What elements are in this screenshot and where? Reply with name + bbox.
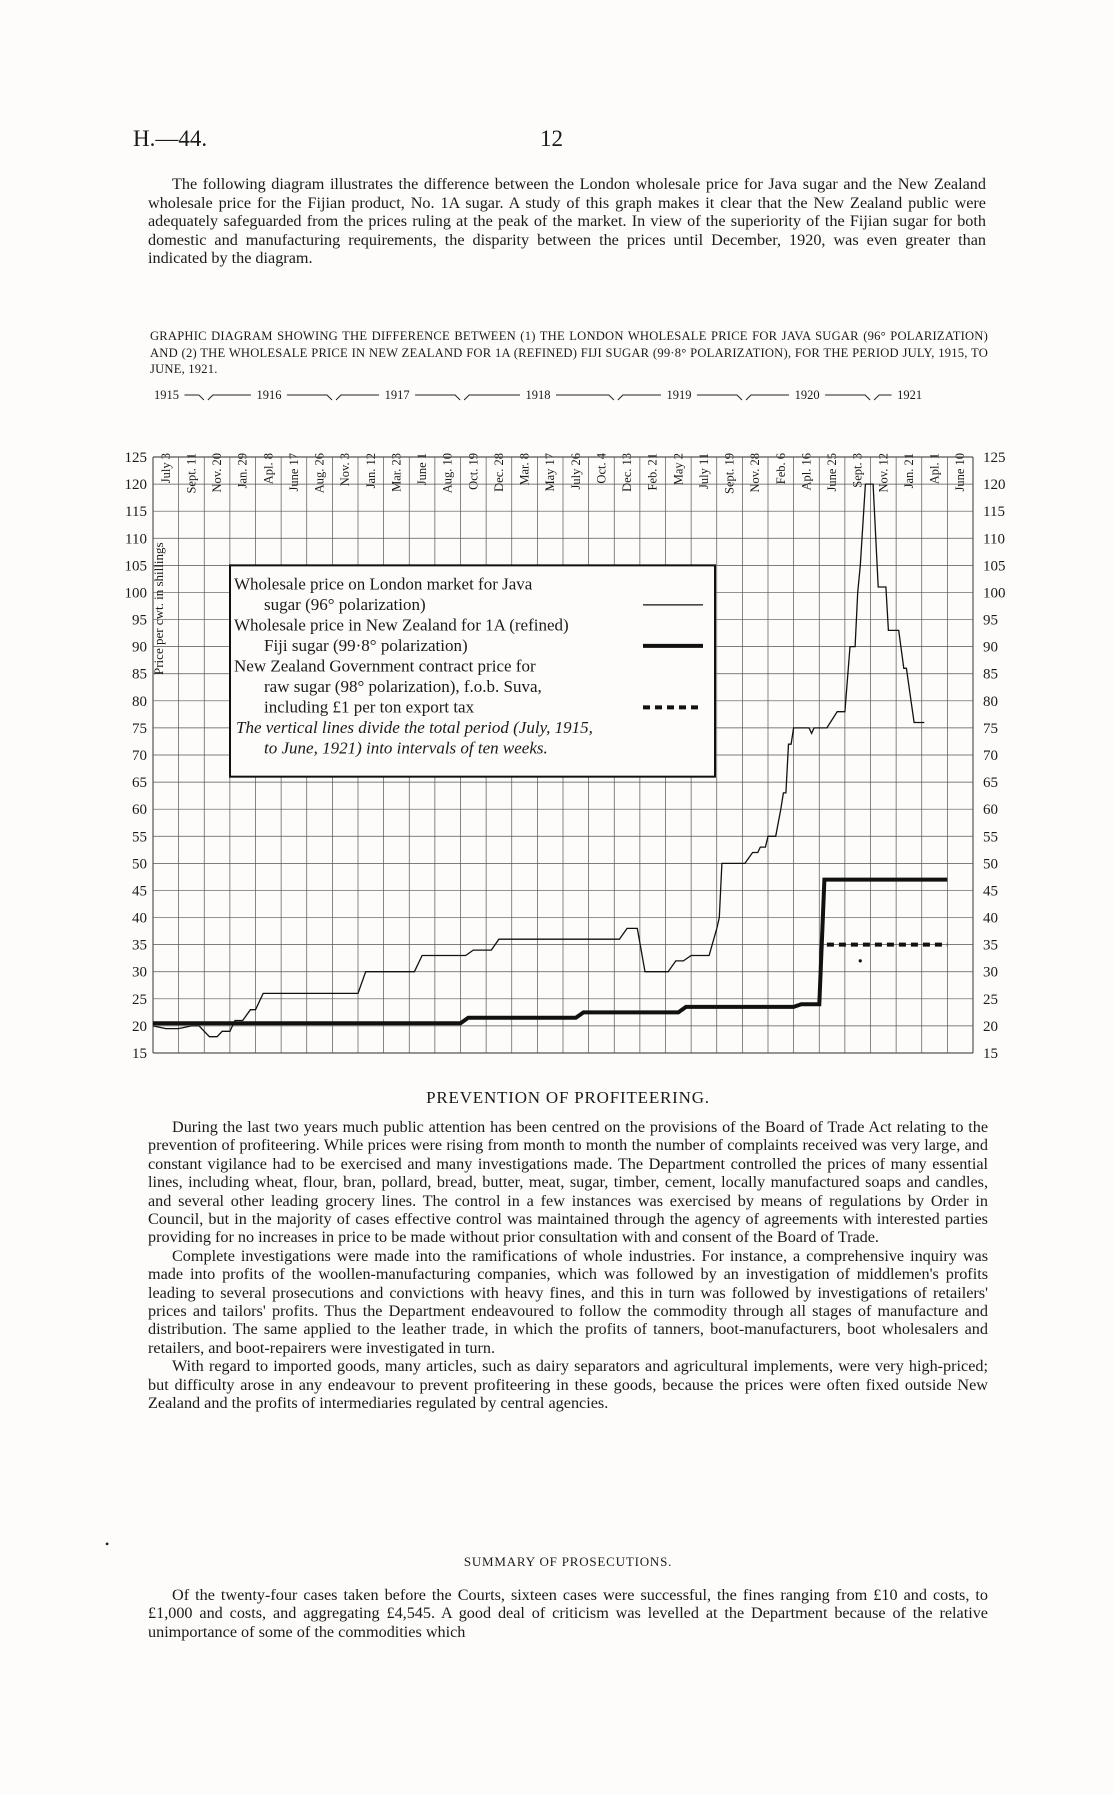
intro-text: The following diagram illustrates the difference between the London wholesale price for Java sugar and the New Zealand wholesale price for the Fijian product, No. 1A sugar. A study of this graph makes it clear that the New Zealand public were adequately safeguarded from the prices ruling at the peak of the market. In view of the superiority of the Fijian sugar for both domestic and manufacturing requirements, the disparity between the prices until December, 1920, was even greater than indicated by the diagram.	[148, 175, 986, 268]
summary-section	[148, 1554, 988, 1641]
legend-text: Wholesale price on London market for Java	[234, 574, 533, 594]
y-tick-label-left: 45	[132, 883, 147, 900]
year-label: 1918	[525, 388, 551, 402]
year-label: 1916	[256, 388, 282, 402]
date-label: Apl. 1	[927, 453, 942, 485]
y-tick-label-right: 25	[983, 991, 998, 1008]
year-label: 1919	[666, 388, 692, 402]
y-tick-label-right: 50	[983, 856, 998, 873]
legend-note: The vertical lines divide the total period (July, 1915,	[236, 717, 593, 737]
y-tick-label-right: 45	[983, 883, 998, 900]
summary-body	[148, 1586, 988, 1641]
date-label: Nov. 12	[876, 453, 891, 493]
year-bracket	[746, 395, 789, 400]
y-tick-label-right: 110	[983, 531, 1005, 548]
year-bracket	[464, 395, 520, 400]
y-tick-label-left: 35	[132, 937, 147, 954]
year-label: 1917	[384, 388, 410, 402]
summary-title: SUMMARY OF PROSECUTIONS.	[463, 1554, 673, 1569]
date-label: Sept. 11	[184, 453, 199, 494]
legend-text: raw sugar (98° polarization), f.o.b. Suva,	[264, 676, 542, 696]
y-tick-label-right: 55	[983, 829, 998, 846]
y-tick-label-left: 95	[132, 612, 147, 629]
date-label: July 11	[696, 453, 711, 489]
date-label: June 17	[286, 453, 301, 492]
year-labels	[154, 388, 922, 402]
year-bracket	[287, 395, 332, 400]
y-tick-label-right: 105	[983, 558, 1006, 575]
prevention-title: PREVENTION OF PROFITEERING.	[426, 1088, 710, 1107]
y-tick-label-right: 30	[983, 964, 998, 981]
y-tick-label-left: 85	[132, 666, 147, 683]
intro-paragraph	[148, 175, 986, 268]
y-tick-label-left: 110	[125, 531, 147, 548]
date-label: Nov. 28	[748, 453, 763, 493]
chart-caption	[150, 328, 988, 378]
date-label: Oct. 19	[466, 453, 481, 490]
date-label: Dec. 28	[491, 453, 506, 492]
y-tick-label-left: 100	[124, 585, 147, 602]
summary-paragraph: Of the twenty-four cases taken before the Courts, sixteen cases were successful, the fines ranging from £10 and costs, to £1,000 and costs, and aggregating £4,545. A good deal of criticism was levelled at the Department because of the relative unimportance of some of the commodities which	[148, 1586, 988, 1641]
date-label: July 26	[568, 453, 583, 490]
date-label: Sept. 3	[850, 453, 865, 488]
year-bracket	[336, 395, 379, 400]
y-tick-label-right: 75	[983, 720, 998, 737]
legend-text: New Zealand Government contract price for	[234, 656, 536, 676]
year-bracket	[618, 395, 661, 400]
y-tick-label-right: 80	[983, 693, 998, 710]
year-label: 1921	[897, 388, 923, 402]
year-label: 1920	[794, 388, 820, 402]
date-label: Apl. 8	[261, 453, 276, 485]
y-tick-label-left: 30	[132, 964, 147, 981]
date-label: Apl. 16	[799, 453, 814, 491]
y-tick-label-right: 90	[983, 639, 998, 656]
date-label: June 1	[415, 453, 430, 486]
series-line-2	[153, 880, 947, 1024]
y-tick-label-left: 90	[132, 639, 147, 656]
y-tick-label-right: 40	[983, 910, 998, 927]
date-label: June 25	[825, 453, 840, 492]
date-label: Jan. 12	[363, 453, 378, 489]
legend-text: Wholesale price in New Zealand for 1A (refined)	[234, 615, 569, 635]
date-label: Dec. 13	[620, 453, 635, 492]
y-axis-label: Price per cwt. in shillings	[151, 542, 166, 675]
legend-text: sugar (96° polarization)	[264, 594, 426, 614]
year-bracket	[825, 395, 870, 400]
y-tick-label-right: 15	[983, 1046, 998, 1062]
date-label: Jan. 21	[901, 453, 916, 489]
y-tick-label-left: 80	[132, 693, 147, 710]
year-bracket	[697, 395, 742, 400]
date-label: Mar. 8	[517, 453, 532, 486]
chart-caption-text: GRAPHIC DIAGRAM SHOWING THE DIFFERENCE BETWEEN (1) THE LONDON WHOLESALE PRICE FOR JAVA SUGAR (96° POLARIZATION) AND (2) THE WHOLESALE PRICE IN NEW ZEALAND FOR 1A (REFINED) FIJI SUGAR (99·8° POLARIZATION), FOR THE PERIOD JULY, 1915, TO JUNE, 1921.	[150, 329, 988, 376]
prevention-paragraph: Complete investigations were made into the ramifications of whole industries. For instance, a comprehensive inquiry was made into profits of the woollen-manufacturing companies, which was followed by an investigation of middlemen's profits leading to several prosecutions and convictions with heavy fines, and this in turn was followed by investigations of retailers' prices and tailors' profits. Thus the Department endeavoured to follow the commodity through all stages of manufacture and distribution. The same applied to the leather trade, in which the profits of tanners, boot-manufacturers, boot wholesalers and retailers, and boot-repairers were investigated in turn.	[148, 1246, 988, 1357]
year-bracket	[208, 395, 251, 400]
year-bracket	[556, 395, 614, 400]
year-label: 1915	[153, 388, 179, 402]
y-tick-label-left: 120	[124, 477, 147, 494]
y-tick-label-right: 120	[983, 477, 1006, 494]
y-tick-label-left: 40	[132, 910, 147, 927]
chart-legend	[230, 565, 715, 776]
date-label: June 10	[953, 453, 968, 492]
y-tick-label-left: 105	[124, 558, 147, 575]
y-tick-label-right: 20	[983, 1018, 998, 1035]
y-tick-label-right: 60	[983, 802, 998, 819]
y-tick-label-right: 100	[983, 585, 1006, 602]
y-tick-label-left: 115	[125, 504, 147, 521]
y-tick-label-left: 70	[132, 748, 147, 764]
date-label: July 3	[158, 453, 173, 484]
year-bracket	[415, 395, 460, 400]
date-label: Mar. 23	[389, 453, 404, 492]
date-label: Aug. 10	[440, 453, 455, 494]
y-tick-label-right: 85	[983, 666, 998, 683]
y-tick-label-left: 75	[132, 720, 147, 737]
date-label: Jan. 29	[235, 453, 250, 489]
bullet-mark: •	[105, 1537, 110, 1551]
y-tick-label-left: 65	[132, 775, 147, 792]
date-label: Nov. 20	[210, 453, 225, 493]
legend-text: including £1 per ton export tax	[264, 697, 475, 717]
date-label: May 17	[543, 453, 558, 492]
sugar-price-chart	[0, 385, 1114, 1065]
legend-text: Fiji sugar (99·8° polarization)	[264, 635, 468, 655]
year-bracket	[199, 395, 204, 400]
page-number: 12	[540, 126, 563, 151]
date-label: Nov. 3	[338, 453, 353, 487]
y-tick-label-right: 35	[983, 937, 998, 954]
y-tick-label-right: 95	[983, 612, 998, 629]
y-tick-label-left: 60	[132, 802, 147, 819]
year-bracket	[874, 395, 891, 400]
y-tick-label-left: 125	[124, 450, 147, 466]
date-label: May 2	[671, 453, 686, 486]
prevention-paragraph: With regard to imported goods, many articles, such as dairy separators and agricultural implements, were very high-priced; but difficulty arose in any endeavour to prevent profiteering in these goods, because the prices were often fixed outside New Zealand and the profits of intermediaries regulated by central agencies.	[148, 1357, 988, 1413]
date-label: Feb. 6	[773, 453, 788, 485]
prevention-section	[148, 1088, 988, 1413]
y-tick-label-right: 125	[983, 450, 1006, 466]
y-tick-label-right: 70	[983, 748, 998, 764]
legend-note: to June, 1921) into intervals of ten weeks.	[264, 738, 548, 758]
document-code: H.—44.	[133, 126, 208, 151]
y-tick-label-left: 50	[132, 856, 147, 873]
y-tick-label-left: 25	[132, 991, 147, 1008]
y-tick-label-left: 15	[132, 1046, 147, 1062]
prevention-paragraph: During the last two years much public attention has been centred on the provisions of the Board of Trade Act relating to the prevention of profiteering. While prices were rising from month to month the number of complaints received was very large, and constant vigilance had to be exercised and many investigations made. The Department controlled the prices of many essential lines, including wheat, flour, bran, pollard, bread, butter, meat, sugar, timber, cement, locally manufactured soaps and candles, and several other leading grocery lines. The control in a few instances was exercised by means of regulations by Order in Council, but in the majority of cases effective control was maintained through the agency of agreements with interested parties providing for no increases in price to be made without prior consultation with and consent of the Board of Trade.	[148, 1118, 988, 1247]
date-label: Feb. 21	[645, 453, 660, 491]
date-label: Aug. 26	[312, 453, 327, 494]
date-label: Oct. 4	[594, 453, 609, 484]
y-tick-label-left: 55	[132, 829, 147, 846]
date-label: Sept. 19	[722, 453, 737, 494]
y-tick-label-right: 115	[983, 504, 1005, 521]
prevention-body	[148, 1118, 988, 1413]
stray-dot	[859, 959, 862, 962]
y-tick-label-right: 65	[983, 775, 998, 792]
y-tick-label-left: 20	[132, 1018, 147, 1035]
